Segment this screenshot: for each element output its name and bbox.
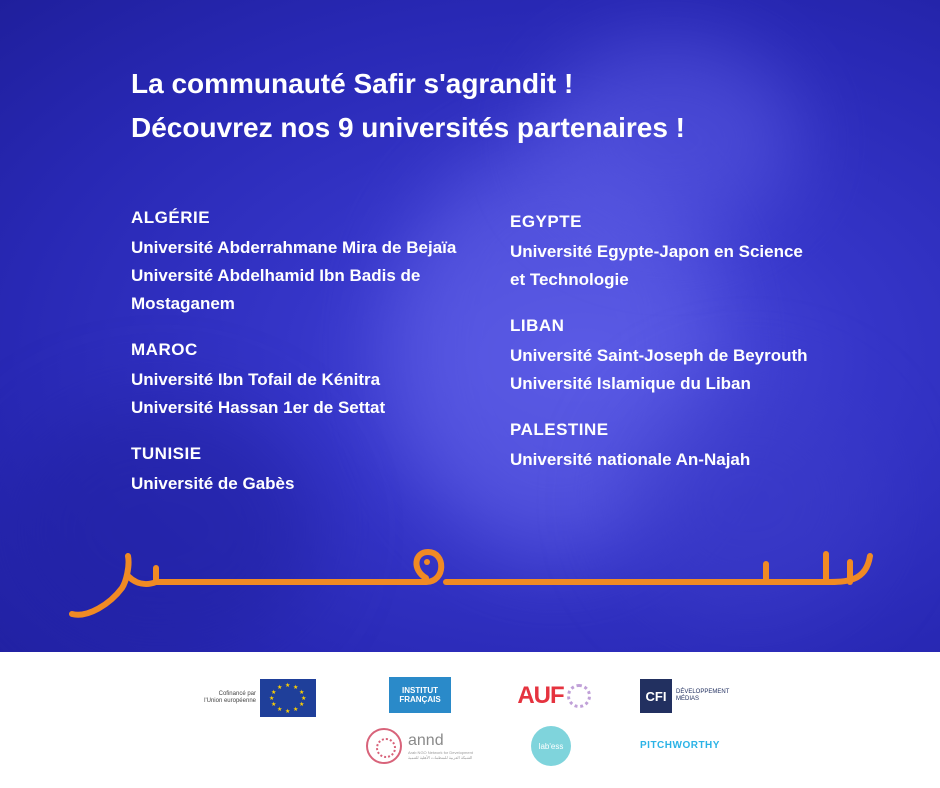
annd-caption <box>408 732 473 760</box>
pitchworthy-text: PITCHWORTHY <box>640 739 720 751</box>
annd-name: annd <box>408 732 444 749</box>
eu-caption <box>204 691 256 705</box>
country-block-liban <box>510 314 850 398</box>
eu-flag-icon: ★ ★ ★ ★ ★ ★ ★ ★ ★ ★ ★ ★ <box>260 679 316 717</box>
auf-text: AUF <box>517 682 564 709</box>
country-name: PALESTINE <box>510 420 609 439</box>
country-name: EGYPTE <box>510 212 582 231</box>
labess-text: lab'ess <box>531 726 571 766</box>
country-block-algerie <box>131 206 511 318</box>
country-block-maroc <box>131 338 511 422</box>
cfi-caption <box>676 689 729 703</box>
eu-caption-line2: l'Union européenne <box>204 698 256 704</box>
annd-emblem-icon <box>366 728 402 764</box>
university-name: Université Hassan 1er de Settat <box>131 398 386 417</box>
labess-logo <box>528 722 574 770</box>
cfi-line1: DÉVELOPPEMENT <box>676 689 730 695</box>
title-line-2: Découvrez nos 9 universités partenaires ! <box>131 112 685 143</box>
university-name: Université nationale An-Najah <box>510 450 751 469</box>
pitchworthy-logo <box>640 737 740 753</box>
auf-dots-icon <box>567 684 591 708</box>
annd-sub2: الشبكة العربية للمنظمات الأهلية للتنمية <box>408 755 473 760</box>
if-line2: FRANÇAIS <box>399 695 441 704</box>
country-name: ALGÉRIE <box>131 208 211 227</box>
cfi-line2: MÉDIAS <box>676 696 700 702</box>
country-name: MAROC <box>131 340 198 359</box>
country-block-tunisie <box>131 442 511 498</box>
annd-sub1: Arab NGO Network for Development <box>408 750 473 755</box>
eu-cofunding-logo <box>200 678 320 718</box>
auf-logo <box>516 678 592 714</box>
country-name: TUNISIE <box>131 444 202 463</box>
left-country-column <box>131 206 511 518</box>
cfi-logo <box>640 678 750 714</box>
if-line1: INSTITUT <box>402 686 438 695</box>
eu-caption-line1: Cofinancé par <box>218 691 256 697</box>
university-name: et Technologie <box>510 270 629 289</box>
page-title <box>131 62 831 150</box>
university-name: Université Egypte-Japon en Science <box>510 242 803 261</box>
university-name: Université Saint-Joseph de Beyrouth <box>510 346 808 365</box>
right-country-column <box>510 210 850 494</box>
university-name: Université Abdelhamid Ibn Badis de <box>131 266 421 285</box>
title-line-1: La communauté Safir s'agrandit ! <box>131 68 574 99</box>
institut-francais-logo <box>389 677 451 713</box>
cfi-box: CFI <box>640 679 672 713</box>
university-name: Université de Gabès <box>131 474 295 493</box>
university-name: Université Ibn Tofail de Kénitra <box>131 370 381 389</box>
country-name: LIBAN <box>510 316 565 335</box>
university-name: Université Abderrahmane Mira de Bejaïa <box>131 238 457 257</box>
annd-logo <box>366 724 486 768</box>
university-name: Université Islamique du Liban <box>510 374 751 393</box>
logo-dot <box>424 559 430 565</box>
country-block-egypte <box>510 210 850 294</box>
safir-arabic-logo <box>66 548 878 620</box>
country-block-palestine <box>510 418 850 474</box>
university-name: Mostaganem <box>131 294 235 313</box>
